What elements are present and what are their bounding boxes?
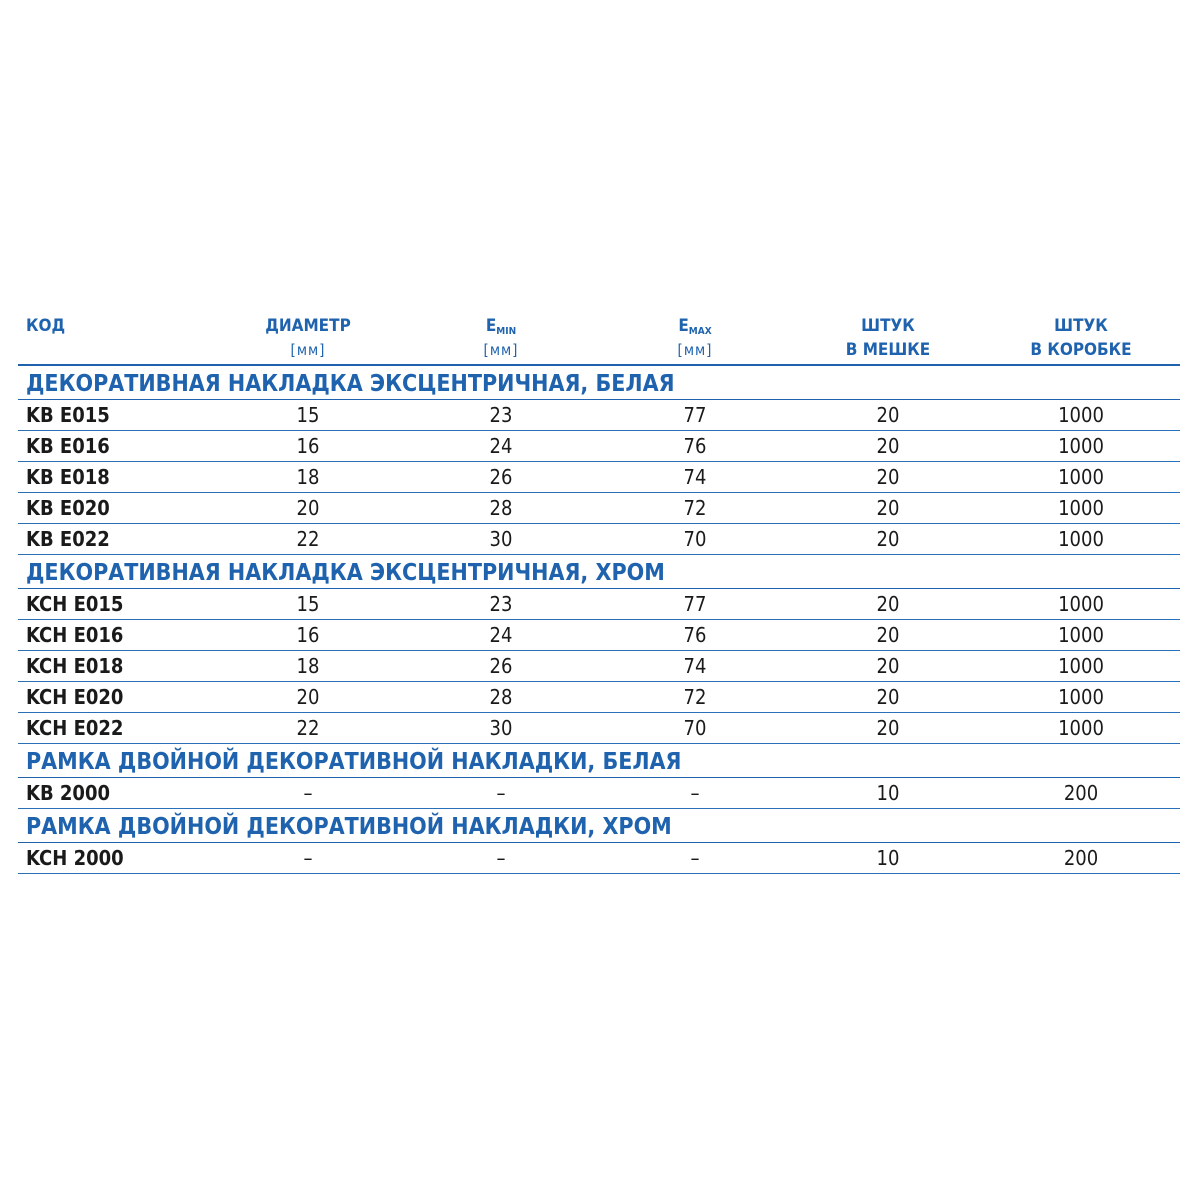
header-bag-line1: ШТУК bbox=[861, 316, 915, 336]
header-diameter-unit: [мм] bbox=[290, 341, 326, 359]
cell-emax: 72 bbox=[683, 496, 707, 520]
table-row bbox=[18, 462, 1180, 493]
cell-code: KB E020 bbox=[26, 496, 110, 520]
cell-code: KB E015 bbox=[26, 403, 110, 427]
cell-code: KCH E015 bbox=[26, 592, 124, 616]
header-emin-unit: [мм] bbox=[483, 341, 519, 359]
section-title: ДЕКОРАТИВНАЯ НАКЛАДКА ЭКСЦЕНТРИЧНАЯ, ХРОМ bbox=[18, 555, 1180, 589]
section-title: РАМКА ДВОЙНОЙ ДЕКОРАТИВНОЙ НАКЛАДКИ, БЕЛАЯ bbox=[18, 744, 1180, 778]
cell-emin: – bbox=[496, 781, 506, 805]
cell-emin: 28 bbox=[489, 685, 513, 709]
cell-code: KB E022 bbox=[26, 527, 110, 551]
cell-per-bag: 20 bbox=[876, 527, 900, 551]
table-row bbox=[18, 682, 1180, 713]
cell-code: KCH 2000 bbox=[26, 846, 124, 870]
cell-per-box: 1000 bbox=[1058, 654, 1104, 678]
cell-emax: – bbox=[690, 781, 700, 805]
cell-diameter: 22 bbox=[296, 527, 320, 551]
cell-per-bag: 10 bbox=[876, 846, 900, 870]
header-emax bbox=[635, 314, 755, 362]
header-bag-line2: В МЕШКЕ bbox=[845, 340, 931, 360]
cell-emin: 26 bbox=[489, 465, 513, 489]
cell-per-bag: 20 bbox=[876, 685, 900, 709]
cell-diameter: 20 bbox=[296, 496, 320, 520]
table-row bbox=[18, 713, 1180, 744]
cell-per-box: 200 bbox=[1063, 781, 1099, 805]
cell-per-bag: 20 bbox=[876, 623, 900, 647]
table-row bbox=[18, 431, 1180, 462]
product-table bbox=[18, 312, 1180, 874]
section-title: РАМКА ДВОЙНОЙ ДЕКОРАТИВНОЙ НАКЛАДКИ, ХРОМ bbox=[18, 809, 1180, 843]
cell-code: KB E018 bbox=[26, 465, 110, 489]
cell-per-bag: 20 bbox=[876, 592, 900, 616]
cell-per-box: 1000 bbox=[1058, 434, 1104, 458]
cell-diameter: 18 bbox=[296, 654, 320, 678]
header-emin-sub: MIN bbox=[496, 326, 517, 337]
header-code bbox=[26, 314, 65, 338]
header-box-line1: ШТУК bbox=[1054, 316, 1108, 336]
cell-per-bag: 20 bbox=[876, 654, 900, 678]
header-code-label: КОД bbox=[26, 316, 66, 336]
cell-emin: – bbox=[496, 846, 506, 870]
cell-emax: 74 bbox=[683, 654, 707, 678]
cell-per-box: 1000 bbox=[1058, 716, 1104, 740]
table-body bbox=[18, 366, 1180, 874]
table-row bbox=[18, 651, 1180, 682]
cell-emin: 30 bbox=[489, 527, 513, 551]
cell-per-box: 1000 bbox=[1058, 496, 1104, 520]
cell-emin: 26 bbox=[489, 654, 513, 678]
cell-diameter: 22 bbox=[296, 716, 320, 740]
cell-per-bag: 20 bbox=[876, 403, 900, 427]
cell-per-box: 1000 bbox=[1058, 527, 1104, 551]
cell-code: KB 2000 bbox=[26, 781, 110, 805]
table-header bbox=[18, 312, 1180, 366]
cell-emin: 28 bbox=[489, 496, 513, 520]
cell-per-box: 1000 bbox=[1058, 403, 1104, 427]
cell-diameter: 20 bbox=[296, 685, 320, 709]
cell-emax: 70 bbox=[683, 716, 707, 740]
cell-emin: 23 bbox=[489, 592, 513, 616]
cell-per-box: 1000 bbox=[1058, 623, 1104, 647]
cell-code: KCH E018 bbox=[26, 654, 124, 678]
header-emin-label: E bbox=[485, 316, 497, 336]
cell-code: KCH E022 bbox=[26, 716, 124, 740]
header-diameter bbox=[248, 314, 368, 362]
cell-emax: 76 bbox=[683, 434, 707, 458]
cell-per-bag: 20 bbox=[876, 465, 900, 489]
cell-emax: 77 bbox=[683, 403, 707, 427]
cell-diameter: 15 bbox=[296, 592, 320, 616]
cell-emax: – bbox=[690, 846, 700, 870]
cell-diameter: 15 bbox=[296, 403, 320, 427]
cell-per-box: 1000 bbox=[1058, 465, 1104, 489]
cell-per-bag: 20 bbox=[876, 434, 900, 458]
cell-per-bag: 10 bbox=[876, 781, 900, 805]
cell-per-box: 1000 bbox=[1058, 592, 1104, 616]
header-emax-label: E bbox=[678, 316, 689, 336]
header-bag bbox=[813, 314, 963, 362]
table-row bbox=[18, 400, 1180, 431]
cell-emax: 77 bbox=[683, 592, 707, 616]
header-emax-sub: MAX bbox=[688, 326, 712, 337]
cell-diameter: 16 bbox=[296, 434, 320, 458]
cell-diameter: – bbox=[303, 846, 313, 870]
cell-emin: 24 bbox=[489, 434, 513, 458]
header-box bbox=[1006, 314, 1156, 362]
cell-emin: 23 bbox=[489, 403, 513, 427]
cell-per-box: 200 bbox=[1063, 846, 1099, 870]
section-title: ДЕКОРАТИВНАЯ НАКЛАДКА ЭКСЦЕНТРИЧНАЯ, БЕЛАЯ bbox=[18, 366, 1180, 400]
cell-diameter: 16 bbox=[296, 623, 320, 647]
cell-emax: 70 bbox=[683, 527, 707, 551]
cell-emax: 76 bbox=[683, 623, 707, 647]
cell-code: KCH E020 bbox=[26, 685, 124, 709]
cell-code: KB E016 bbox=[26, 434, 110, 458]
cell-emax: 72 bbox=[683, 685, 707, 709]
cell-code: KCH E016 bbox=[26, 623, 124, 647]
table-row bbox=[18, 524, 1180, 555]
cell-diameter: – bbox=[303, 781, 313, 805]
cell-per-bag: 20 bbox=[876, 496, 900, 520]
cell-emax: 74 bbox=[683, 465, 707, 489]
header-diameter-label: ДИАМЕТР bbox=[265, 316, 351, 336]
table-row bbox=[18, 620, 1180, 651]
cell-emin: 30 bbox=[489, 716, 513, 740]
header-emax-unit: [мм] bbox=[677, 341, 713, 359]
table-row bbox=[18, 589, 1180, 620]
table-row bbox=[18, 493, 1180, 524]
cell-emin: 24 bbox=[489, 623, 513, 647]
cell-per-box: 1000 bbox=[1058, 685, 1104, 709]
header-emin bbox=[441, 314, 561, 362]
table-row bbox=[18, 778, 1180, 809]
cell-diameter: 18 bbox=[296, 465, 320, 489]
header-box-line2: В КОРОБКЕ bbox=[1030, 340, 1132, 360]
table-row bbox=[18, 843, 1180, 874]
cell-per-bag: 20 bbox=[876, 716, 900, 740]
